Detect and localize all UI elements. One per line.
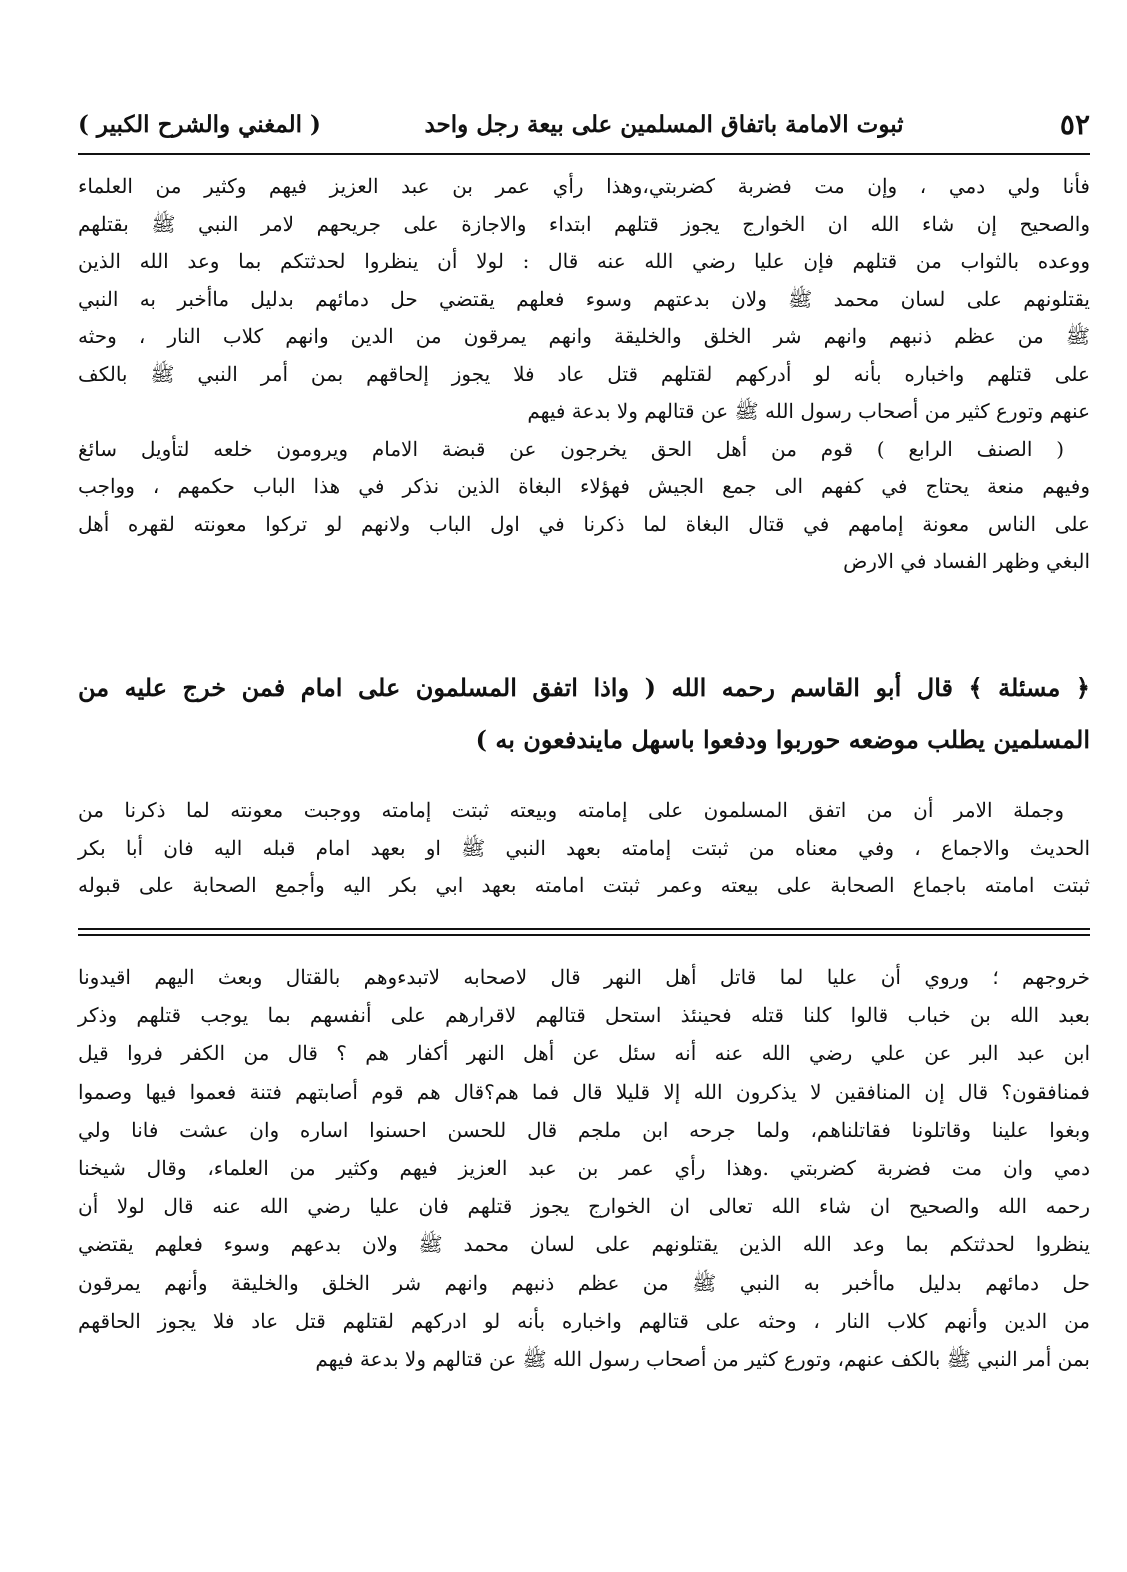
text-line: على الناس معونة إمامهم في قتال البغاة لما ذكرنا في اول الباب ولانهم لو تركوا معونته لقهره أهل [78, 511, 1090, 536]
footnote-line: من الدين وأنهم كلاب النار ، وحثه على قتالهم واخباره بأنه لو ادركهم لقتلهم قتل عاد فلا يجوز الحاقهم [78, 1308, 1090, 1333]
footnote-line: ابن عبد البر عن علي رضي الله عنه أنه سئل عن أهل النهر أكفار هم ؟ قال من الكفر فروا قيل [78, 1041, 1090, 1066]
page-number: ٥٢ [1059, 107, 1090, 141]
book-title: ( المغني والشرح الكبير ) [78, 110, 321, 138]
text-line: والصحيح إن شاء الله ان الخوارج يجوز قتلهم ابتداء والاجازة على جريحهم لامر النبي ﷺ بقتلهم [78, 211, 1090, 236]
text-line: ( الصنف الرابع ) قوم من أهل الحق يخرجون عن قبضة الامام ويرومون خلعه لتأويل سائغ [78, 436, 1064, 461]
masala-line: ﴿ مسئلة ﴾ قال أبو القاسم رحمه الله ( واذا اتفق المسلمون على امام فمن خرج عليه من [78, 673, 1090, 702]
running-title: ثبوت الامامة باتفاق المسلمين على بيعة رجل واحد [424, 110, 904, 138]
masala-heading [78, 662, 1090, 766]
text-line: ثبتت امامته باجماع الصحابة على بيعته وعمر ثبتت امامته بعهد ابي بكر اليه وأجمع الصحابة على قبوله [78, 873, 1090, 897]
footnote-rule-top [78, 928, 1090, 930]
footnote-text [78, 958, 1090, 1378]
footnote-line: دمي وان مت فضربة كضربتي .وهذا رأي عمر بن عبد العزيز فيهم وكثير من العلماء، وقال شيخنا [78, 1155, 1090, 1180]
text-line: فأنا ولي دمي ، وإن مت فضربة كضربتي،وهذا رأي عمر بن عبد العزيز فيهم وكثير من العلماء [78, 174, 1090, 198]
footnote-rule-bottom [78, 934, 1090, 936]
text-line: الحديث والاجماع ، وفي معناه من ثبتت إمامته بعهد النبي ﷺ او بعهد امام قبله اليه فان أبا بكر [78, 835, 1090, 860]
page-header [78, 100, 1090, 148]
commentary-text [78, 792, 1090, 905]
footnote-line: بعبد الله بن خباب قالوا كلنا قتله فحينئذ استحل قتالهم لاقرارهم على أنفسهم بما يوجب قتلهم وذكر [78, 1003, 1090, 1028]
footnote-line: بمن أمر النبي ﷺ بالكف عنهم، وتورع كثير من أصحاب رسول الله ﷺ عن قتالهم ولا بدعة فيهم [315, 1346, 1090, 1371]
footnote-line: رحمه الله والصحيح ان شاء الله تعالى ان الخوارج يجوز قتلهم فان عليا رضي الله عنه قال لولا أن [78, 1194, 1090, 1219]
footnote-line: وبغوا علينا وقاتلونا فقاتلناهم، ولما جرحه ابن ملجم قال للحسن احسنوا اساره وان عشت فانا ولي [78, 1117, 1090, 1142]
text-line: عنهم وتورع كثير من أصحاب رسول الله ﷺ عن قتالهم ولا بدعة فيهم [527, 399, 1090, 423]
main-text [78, 168, 1090, 581]
text-line: يقتلونهم على لسان محمد ﷺ ولان بدعتهم وسوء فعلهم يقتضي حل دمائهم بدليل ماأخبر به النبي [78, 286, 1090, 311]
footnote-line: ينظروا لحدثتكم بما وعد الله الذين يقتلونهم على لسان محمد ﷺ ولان بدعهم وسوء فعلهم يقتضي [78, 1232, 1090, 1257]
text-line: ووعده بالثواب من قتلهم فإن عليا رضي الله عنه قال : لولا أن ينظروا لحدثتكم بما وعد الله الذين [78, 249, 1090, 273]
footnote-line: فمنافقون؟ قال إن المنافقين لا يذكرون الله إلا قليلا قال فما هم؟قال هم قوم أصابتهم فتنة فعموا فيها وصموا [78, 1079, 1090, 1104]
footnote-line: خروجهم ؛ وروي أن عليا لما قاتل أهل النهر قال لاصحابه لاتبدءوهم بالقتال وبعث اليهم اقيدونا [78, 965, 1090, 989]
footnote-line: حل دمائهم بدليل ماأخبر به النبي ﷺ من عظم ذنبهم وانهم شر الخلق والخليقة وأنهم يمرقون [78, 1270, 1090, 1295]
text-line: وفيهم منعة يحتاج في كفهم الى جمع الجيش فهؤلاء البغاة الذين نذكر في هذا الباب حكمهم ، وواجب [78, 474, 1090, 498]
header-rule [78, 153, 1090, 155]
text-line: البغي وظهر الفساد في الارض [843, 549, 1090, 573]
masala-line: المسلمين يطلب موضعه حوربوا ودفعوا باسهل مايندفعون به ) [475, 725, 1090, 754]
text-line: وجملة الامر أن من اتفق المسلمون على إمامته وبيعته ثبتت إمامته ووجبت معونته لما ذكرنا من [78, 798, 1065, 822]
text-line: ﷺ من عظم ذنبهم وانهم شر الخلق والخليقة وانهم يمرقون من الدين وانهم كلاب النار ، وحثه [78, 324, 1090, 348]
text-line: على قتلهم واخباره بأنه لو أدركهم لقتلهم قتل عاد فلا يجوز إلحاقهم بمن أمر النبي ﷺ بالكف [78, 361, 1090, 386]
